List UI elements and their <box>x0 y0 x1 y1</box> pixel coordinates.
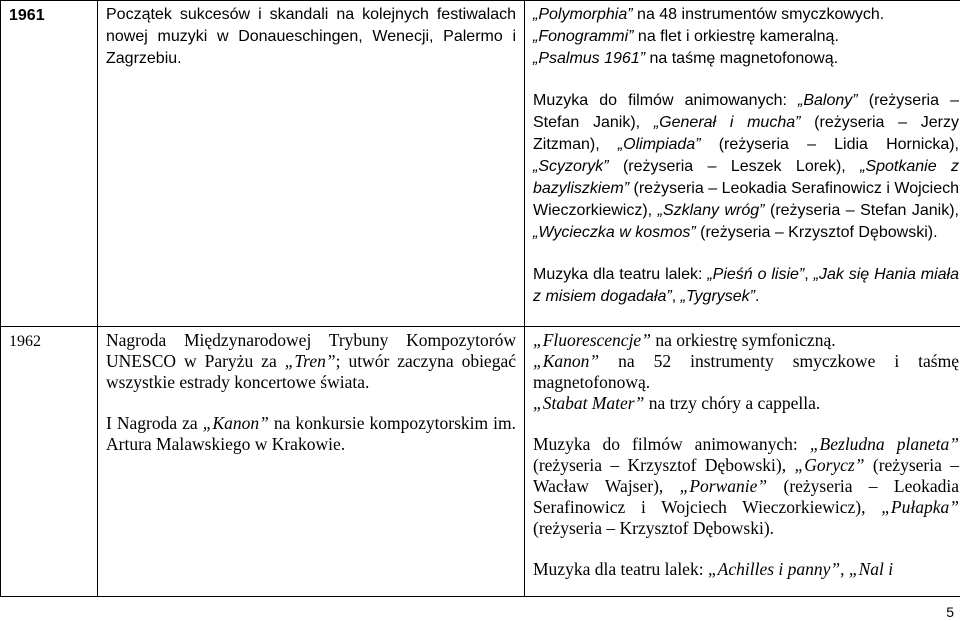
work-desc: na taśmę magnetofonową. <box>645 50 839 67</box>
year-cell: 1962 <box>1 327 98 597</box>
separator: , <box>804 266 814 283</box>
page-number: 5 <box>946 604 954 620</box>
work-desc: na orkiestrę symfoniczną. <box>650 330 836 350</box>
events-text <box>106 330 516 393</box>
puppets-paragraph <box>533 264 959 308</box>
events-cell <box>98 327 525 597</box>
events-cell <box>98 1 525 327</box>
table-row <box>1 327 960 597</box>
film-title: „Scyzoryk” <box>533 158 609 175</box>
works-list <box>533 330 959 414</box>
puppet-title: „Tygrysek” <box>680 288 755 305</box>
films-intro: Muzyka do filmów animowanych: <box>533 92 799 109</box>
film-desc: (reżyseria – Jerzy Zitzman), <box>533 114 959 153</box>
table-row <box>1 1 960 327</box>
events-text <box>106 413 516 455</box>
works-cell <box>525 327 960 597</box>
film-desc: (reżyseria – Stefan Janik), <box>533 92 959 131</box>
work-title: „Kanon” <box>202 413 269 433</box>
work-title: „Fonogrammi” <box>533 28 634 45</box>
year-cell: 1961 <box>1 1 98 327</box>
separator: , <box>671 288 681 305</box>
film-title: „Porwanie” <box>679 476 768 496</box>
puppets-intro: Muzyka dla teatru lalek: <box>533 266 708 283</box>
film-title: „Balony” <box>798 92 858 109</box>
films-paragraph <box>533 90 959 244</box>
work-title: „Psalmus 1961” <box>533 50 646 67</box>
work-desc: na 52 instrumenty smyczkowe i taśmę magnetofonową. <box>533 351 959 392</box>
film-desc: (reżyseria – Leszek Lorek), <box>608 158 861 175</box>
work-title: „Tren” <box>284 351 336 371</box>
work-title: „Stabat Mater” <box>533 393 645 413</box>
film-desc: (reżyseria – Stefan Janik), <box>764 202 959 219</box>
events-text-part: I Nagroda za <box>106 413 203 433</box>
work-desc: na flet i orkiestrę kameralną. <box>633 28 839 45</box>
film-title: „Bezludna planeta” <box>809 434 959 454</box>
separator: , <box>840 559 849 579</box>
events-text-part: na konkursie kompozytorskim im. Artura Malawskiego w Krakowie. <box>106 413 516 454</box>
film-title: „Wycieczka w kosmos” <box>533 224 696 241</box>
film-desc: (reżyseria – Krzysztof Dębowski). <box>533 518 775 538</box>
separator: . <box>755 288 760 305</box>
events-text-part: ; utwór zaczyna obiegać wszystkie estrady koncertowe świata. <box>106 351 516 392</box>
film-desc: (reżyseria – Wacław Wajser), <box>533 455 959 496</box>
films-paragraph <box>533 434 959 539</box>
film-title: „Gorycz” <box>794 455 865 475</box>
puppet-title: „Achilles i panny” <box>707 559 841 579</box>
film-title: „Generał i mucha” <box>653 114 801 131</box>
puppet-title: „Pieśń o lisie” <box>707 266 805 283</box>
puppets-paragraph <box>533 559 959 580</box>
film-desc: (reżyseria – Lidia Hornicka), <box>700 136 960 153</box>
events-text: Początek sukcesów i skandali na kolejnych festiwalach nowej muzyki w Donaueschingen, Wenecji, Palermo i Zagrzebiu. <box>106 6 516 67</box>
work-title: „Kanon” <box>533 351 600 371</box>
film-desc: (reżyseria – Leokadia Serafinowicz i Wojciech Wieczorkiewicz), <box>533 180 959 219</box>
work-desc: na trzy chóry a cappella. <box>644 393 821 413</box>
work-title: „Fluorescencje” <box>533 330 651 350</box>
works-list <box>533 4 959 70</box>
film-desc: (reżyseria – Krzysztof Dębowski), <box>533 455 795 475</box>
film-desc: (reżyseria – Leokadia Serafinowicz i Wojciech Wieczorkiewicz), <box>533 476 959 517</box>
film-title: „Pułapka” <box>881 497 959 517</box>
puppets-intro: Muzyka dla teatru lalek: <box>533 559 708 579</box>
films-intro: Muzyka do filmów animowanych: <box>533 434 810 454</box>
film-title: „Spotkanie z bazyliszkiem” <box>533 158 960 197</box>
work-title: „Polymorphia” <box>533 6 633 23</box>
puppet-title: „Jak się Hania miała z misiem dogadała” <box>533 266 960 305</box>
works-cell <box>525 1 960 327</box>
work-desc: na 48 instrumentów smyczkowych. <box>632 6 885 23</box>
film-title: „Szklany wróg” <box>657 202 765 219</box>
film-desc: (reżyseria – Krzysztof Dębowski). <box>695 224 938 241</box>
film-title: „Olimpiada” <box>617 136 701 153</box>
puppet-title: „Nal i <box>848 559 894 579</box>
events-text-part: Nagroda Międzynarodowej Trybuny Kompozytorów UNESCO w Paryżu za <box>106 330 516 371</box>
